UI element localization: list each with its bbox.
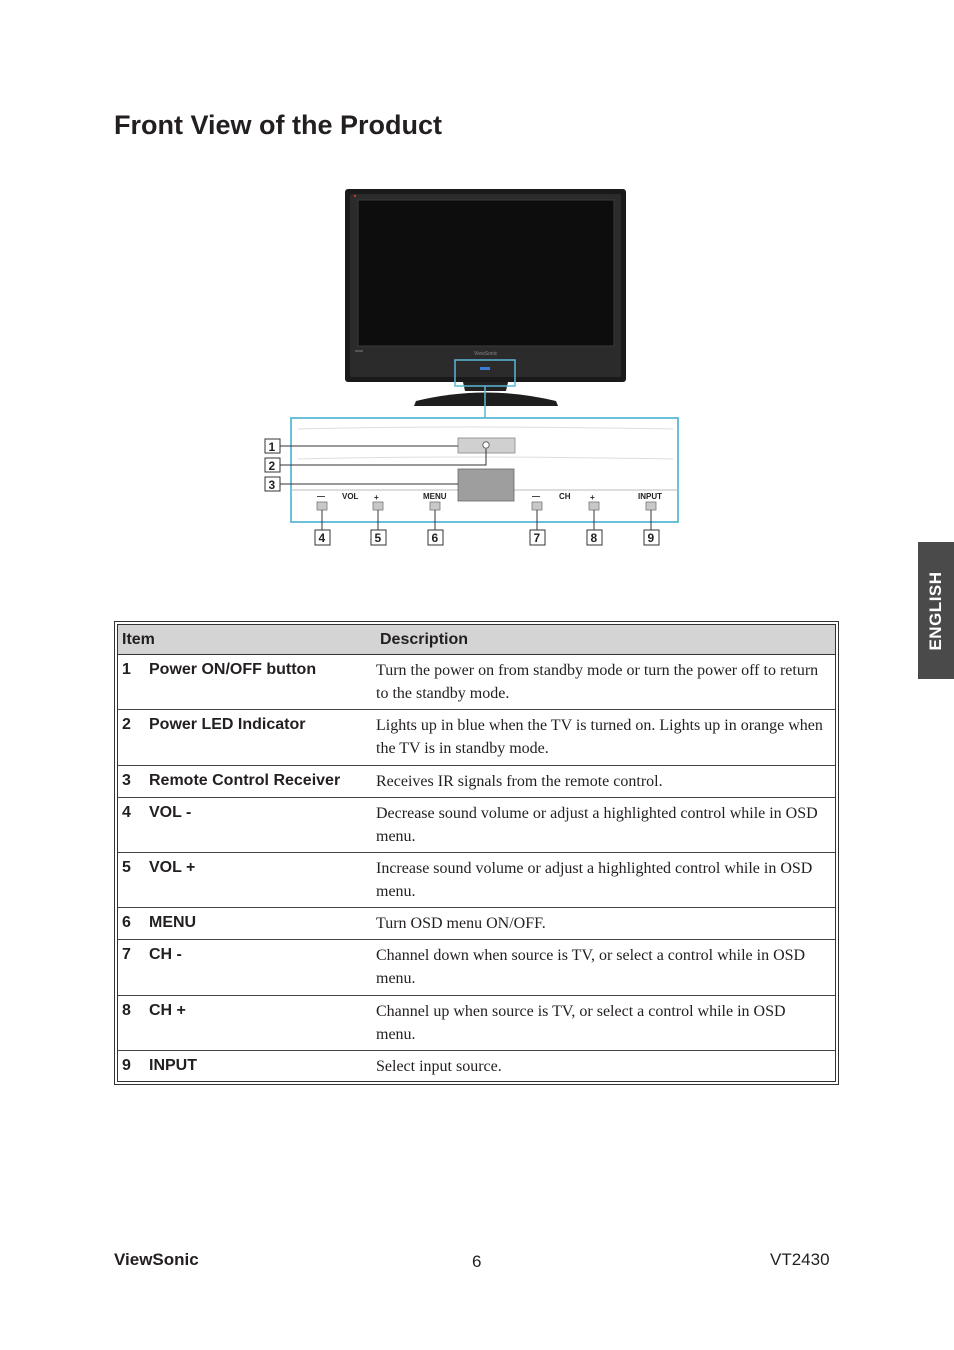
tv-screen xyxy=(358,200,614,346)
row-item: Remote Control Receiver xyxy=(149,772,341,789)
row-description: Turn OSD menu ON/OFF. xyxy=(376,915,546,932)
tv-illustration xyxy=(258,186,688,548)
footer-model: VT2430 xyxy=(770,1250,830,1269)
input-button xyxy=(646,502,656,510)
ch-minus-button xyxy=(532,502,542,510)
svg-text:4: 4 xyxy=(318,531,326,545)
svg-text:7: 7 xyxy=(533,531,541,545)
row-number: 7 xyxy=(122,946,131,963)
row-number: 6 xyxy=(122,914,131,931)
menu-label: MENU xyxy=(423,492,447,501)
menu-button xyxy=(430,502,440,510)
row-number: 5 xyxy=(122,859,131,876)
table-row xyxy=(118,798,835,853)
row-description: Increase sound volume or adjust a highlighted control while in OSD menu. xyxy=(376,860,813,900)
row-description: Decrease sound volume or adjust a highlighted control while in OSD menu. xyxy=(376,805,818,845)
row-number: 3 xyxy=(122,772,131,789)
table-row xyxy=(118,766,835,798)
svg-text:9: 9 xyxy=(647,531,655,545)
svg-text:3: 3 xyxy=(268,478,276,492)
language-side-tab xyxy=(918,542,954,679)
callout-4 xyxy=(315,530,330,545)
callout-6 xyxy=(428,530,443,545)
callout-9 xyxy=(644,530,659,545)
row-item: VOL - xyxy=(149,804,192,821)
tv-brand-label: ViewSonic xyxy=(474,351,498,357)
input-label: INPUT xyxy=(638,492,662,501)
row-number: 2 xyxy=(122,716,131,733)
row-number: 9 xyxy=(122,1057,131,1074)
table-row xyxy=(118,908,835,940)
vol-minus-label: — xyxy=(317,492,325,501)
row-description: Channel down when source is TV, or select a control while in OSD menu. xyxy=(376,947,806,987)
spec-table xyxy=(114,621,839,1085)
row-item: MENU xyxy=(149,914,197,931)
ir-receiver xyxy=(458,469,514,501)
callout-5 xyxy=(371,530,386,545)
row-item: CH + xyxy=(149,1002,186,1019)
callout-8 xyxy=(587,530,602,545)
row-description: Turn the power on from standby mode or turn the power off to return to the standby mode. xyxy=(376,662,819,702)
tv-front-view-figure xyxy=(258,186,688,548)
table-row xyxy=(118,996,835,1051)
vol-label: VOL xyxy=(342,492,359,501)
row-description: Channel up when source is TV, or select a control while in OSD menu. xyxy=(376,1003,786,1043)
ch-minus-label: — xyxy=(532,492,540,501)
ch-plus-label: + xyxy=(590,493,595,502)
header-description: Description xyxy=(380,630,469,648)
table-row xyxy=(118,853,835,908)
svg-text:5: 5 xyxy=(374,531,382,545)
row-description: Lights up in blue when the TV is turned on. Lights up in orange when the TV is in standby mode. xyxy=(376,717,823,757)
vol-plus-label: + xyxy=(374,493,379,502)
row-item: INPUT xyxy=(149,1057,197,1074)
table-row xyxy=(118,1051,835,1081)
header-item: Item xyxy=(122,630,155,648)
table-row xyxy=(118,940,835,996)
table-row xyxy=(118,710,835,766)
language-label: ENGLISH xyxy=(926,570,945,651)
svg-text:6: 6 xyxy=(431,531,439,545)
row-number: 1 xyxy=(122,661,131,678)
ch-plus-button xyxy=(589,502,599,510)
row-item: Power LED Indicator xyxy=(149,716,306,733)
footer-page-number: 6 xyxy=(472,1252,482,1271)
footer-brand: ViewSonic xyxy=(114,1250,199,1269)
row-number: 8 xyxy=(122,1002,131,1019)
row-description: Receives IR signals from the remote control. xyxy=(376,773,663,790)
svg-text:8: 8 xyxy=(590,531,598,545)
table-header xyxy=(118,625,835,655)
table-row xyxy=(118,655,835,710)
callout-7 xyxy=(530,530,545,545)
row-number: 4 xyxy=(122,804,131,821)
row-item: CH - xyxy=(149,946,182,963)
ch-label: CH xyxy=(559,492,571,501)
row-description: Select input source. xyxy=(376,1058,502,1075)
vol-minus-button xyxy=(317,502,327,510)
svg-text:1: 1 xyxy=(268,440,276,454)
row-item: Power ON/OFF button xyxy=(149,661,317,678)
page-title: Front View of the Product xyxy=(114,110,443,140)
tv-stand-base xyxy=(414,393,558,407)
row-item: VOL + xyxy=(149,859,196,876)
svg-text:2: 2 xyxy=(268,459,276,473)
vol-plus-button xyxy=(373,502,383,510)
